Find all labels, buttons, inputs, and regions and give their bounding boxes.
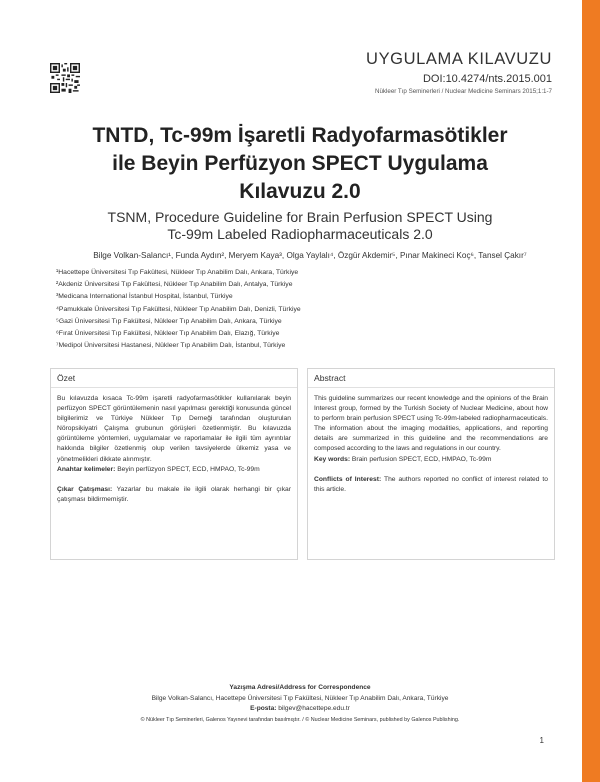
- abstract-heading: Abstract: [308, 369, 554, 388]
- keywords-label: Anahtar kelimeler:: [57, 465, 116, 473]
- affiliation: ⁷Medipol Üniversitesi Hastanesi, Nükleer Tıp Anabilim Dalı, İstanbul, Türkiye: [56, 342, 286, 350]
- abstract-keywords: [314, 455, 548, 465]
- subtitle-line: TSNM, Procedure Guideline for Brain Perfusion SPECT Using: [107, 209, 493, 225]
- author-list: Bilge Volkan-Salancı¹, Funda Aydın², Meryem Kaya³, Olga Yaylalı⁴, Özgür Akdemir⁵, Pınar Makineci Koç⁶, Tansel Çakır⁷: [93, 251, 527, 260]
- ozet-box: [50, 368, 298, 560]
- ozet-body-container: [51, 388, 297, 505]
- abstract-box: [307, 368, 555, 560]
- abstract-conflict: [314, 475, 548, 495]
- conflict-text: The authors reported no conflict of interest related to this article.: [314, 475, 549, 493]
- correspondence-email: [40, 704, 560, 715]
- ozet-heading: Özet: [51, 369, 297, 388]
- qr-code-icon: [50, 63, 80, 93]
- correspondence-label: Yazışma Adresi/Address for Correspondence: [229, 684, 371, 691]
- affiliation-list: [56, 267, 301, 352]
- title-line: ile Beyin Perfüzyon SPECT Uygulama: [112, 152, 488, 175]
- affiliation: ⁴Pamukkale Üniversitesi Tıp Fakültesi, Nükleer Tıp Anabilim Dalı, Denizli, Türkiye: [56, 305, 301, 313]
- affiliation: ²Akdeniz Üniversitesi Tıp Fakültesi, Nükleer Tıp Anabilim Dalı, Antalya, Türkiye: [56, 281, 293, 289]
- affiliation: ¹Hacettepe Üniversitesi Tıp Fakültesi, Nükleer Tıp Anabilim Dalı, Ankara, Türkiye: [56, 269, 299, 276]
- subtitle-line: Tc-99m Labeled Radiopharmaceuticals 2.0: [167, 226, 433, 242]
- ozet-conflict: [57, 485, 291, 505]
- doi: DOI:10.4274/nts.2015.001: [422, 73, 552, 85]
- article-subtitle: [40, 209, 560, 243]
- correspondence-footer: [40, 683, 560, 725]
- ozet-keywords: [57, 465, 291, 475]
- copyright-notice: © Nükleer Tıp Seminerleri, Galenos Yayınevi tarafından basılmıştır. / © Nuclear Medicine Seminars, published by Galenos Publishing.: [140, 716, 460, 723]
- keywords-text: Beyin perfüzyon SPECT, ECD, HMPAO, Tc-99m: [115, 465, 260, 473]
- correspondence-address: Bilge Volkan-Salancı, Hacettepe Üniversitesi Tıp Fakültesi, Nükleer Tıp Anabilim Dalı, Ankara, Türkiye: [151, 694, 449, 702]
- journal-citation: Nükleer Tıp Seminerleri / Nuclear Medicine Seminars 2015;1:1-7: [375, 88, 552, 95]
- affiliation: ⁵Gazi Üniversitesi Tıp Fakültesi, Nükleer Tıp Anabilim Dalı, Ankara, Türkiye: [56, 317, 282, 325]
- conflict-text: Yazarlar bu makale ile ilgili olarak herhangi bir çıkar çatışması bildirmemiştir.: [57, 485, 291, 503]
- abstract-body: This guideline summarizes our recent knowledge and the opinions of the Brain Interest group, formed by the Turkish Society of Nuclear Medicine, about how to perform brain perfusion SPECT using Tc-99m-labeled radiopharmaceuticals. The information about the imaging modalities, applications, and reporting details are summarized in this guideline and the recommendations are composed according to the laws and regulations in our country.: [314, 395, 548, 453]
- article-title: [40, 122, 560, 206]
- article-header: [366, 50, 552, 95]
- keywords-label: Key words:: [314, 455, 351, 463]
- title-line: Kılavuzu 2.0: [239, 180, 361, 203]
- keywords-text: Brain perfusion SPECT, ECD, HMPAO, Tc-99m: [350, 455, 492, 463]
- accent-stripe: [582, 0, 600, 782]
- page-number: 1: [539, 736, 544, 745]
- section-label: UYGULAMA KILAVUZU: [366, 50, 552, 68]
- title-line: TNTD, Tc-99m İşaretli Radyofarmasötikler: [92, 124, 508, 147]
- abstract-body-container: [308, 388, 554, 495]
- email-address: bilgev@hacettepe.edu.tr: [276, 705, 350, 712]
- affiliation: ⁶Fırat Üniversitesi Tıp Fakültesi, Nükleer Tıp Anabilim Dalı, Elazığ, Türkiye: [56, 330, 280, 338]
- conflict-label: Çıkar Çatışması:: [57, 485, 113, 493]
- email-label: E-posta:: [250, 705, 277, 712]
- affiliation: ³Medicana International İstanbul Hospital, İstanbul, Türkiye: [56, 293, 233, 301]
- conflict-label: Conflicts of Interest:: [314, 475, 382, 483]
- ozet-body: Bu kılavuzda kısaca Tc-99m işaretli radyofarmasötikler kullanılarak beyin perfüzyon SPECT görüntülemenin nasıl yapılması gerektiği konusunda güncel bilgilerimiz ve Türkiye Nükleer Tıp Derneği tarafından oluşturulan Nöropsikiyatri Çalışma grubunun görüşleri özetlenmiştir. Bu kılavuzda görüntüleme yöntemleri, uygulamalar ve raporlamalar ile ilgili tüm ayrıntılar hakkında bilgiler özetlenmiş olup verilen tavsiyelerde ülkemiz yasa ve yönetmelikleri dikkate alınmıştır.: [57, 395, 291, 463]
